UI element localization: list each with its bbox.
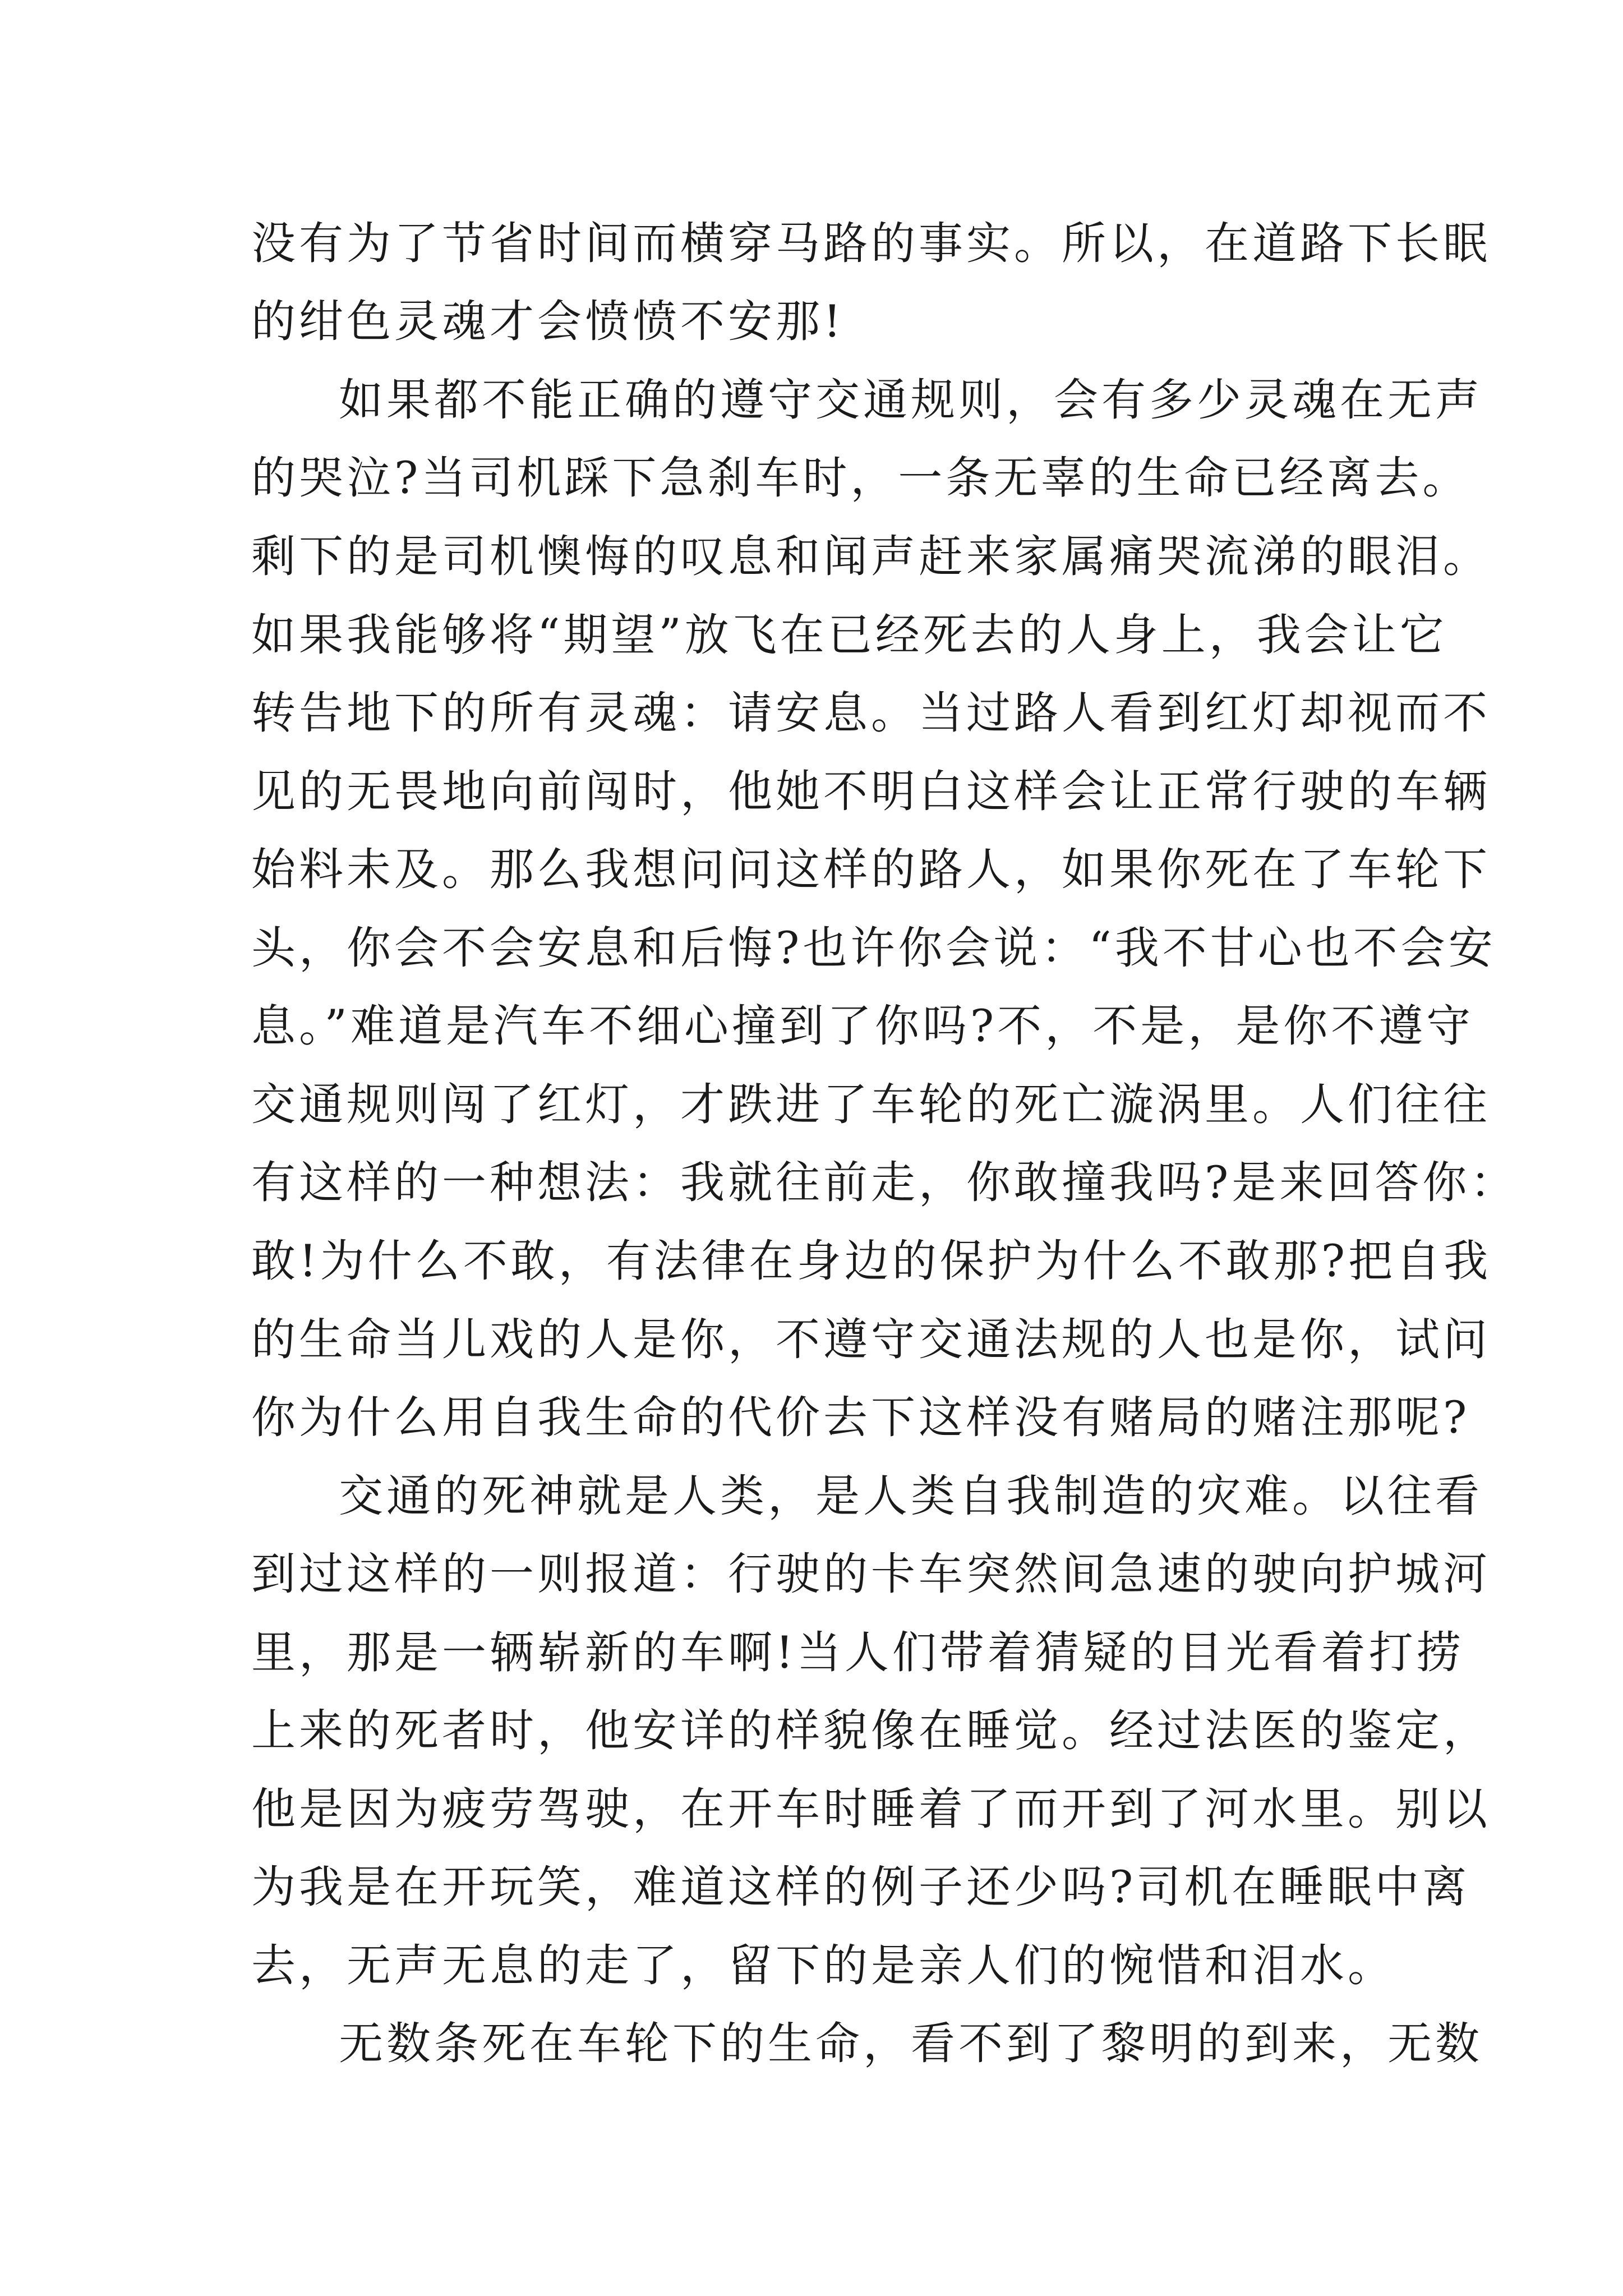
text-line: 息。”难道是汽车不细心撞到了你吗?不，不是，是你不遵守 — [251, 1000, 1474, 1052]
text-line: 如果我能够将“期望”放飞在已经死去的人身上，我会让它 — [251, 609, 1447, 661]
text-line: 他是因为疲劳驾驶，在开车时睡着了而开到了河水里。别以 — [251, 1783, 1491, 1835]
text-line: 里，那是一辆崭新的车啊!当人们带着猜疑的目光看着打捞 — [251, 1627, 1464, 1678]
text-line: 到过这样的一则报道：行驶的卡车突然间急速的驶向护城河 — [251, 1548, 1491, 1600]
text-line: 见的无畏地向前闯时，他她不明白这样会让正常行驶的车辆 — [251, 766, 1491, 817]
text-line: 剩下的是司机懊悔的叹息和闻声赶来家属痛哭流涕的眼泪。 — [251, 531, 1491, 582]
text-line: 头，你会不会安息和后悔?也许你会说：“我不甘心也不会安 — [251, 922, 1496, 974]
text-line: 的哭泣?当司机踩下急刹车时，一条无辜的生命已经离去。 — [251, 452, 1470, 504]
text-line: 敢!为什么不敢，有法律在身边的保护为什么不敢那?把自我 — [251, 1235, 1492, 1287]
text-line: 始料未及。那么我想问问这样的路人，如果你死在了车轮下 — [251, 844, 1491, 895]
text-line: 你为什么用自我生命的代价去下这样没有赌局的赌注那呢? — [251, 1392, 1470, 1443]
text-line: 为我是在开玩笑，难道这样的例子还少吗?司机在睡眠中离 — [251, 1861, 1470, 1913]
text-line: 去，无声无息的走了，留下的是亲人们的惋惜和泪水。 — [251, 1940, 1395, 1991]
text-line: 转告地下的所有灵魂：请安息。当过路人看到红灯却视而不 — [251, 687, 1491, 739]
text-line: 的绀色灵魂才会愤愤不安那! — [251, 296, 845, 347]
text-line: 有这样的一种想法：我就往前走，你敢撞我吗?是来回答你： — [251, 1157, 1518, 1208]
text-line: 交通规则闯了红灯，才跌进了车轮的死亡漩涡里。人们往往 — [251, 1079, 1491, 1130]
paragraph-start-line: 交通的死神就是人类，是人类自我制造的灾难。以往看 — [339, 1470, 1483, 1522]
paragraph-start-line: 如果都不能正确的遵守交通规则，会有多少灵魂在无声 — [339, 374, 1483, 426]
text-line: 没有为了节省时间而横穿马路的事实。所以，在道路下长眠 — [251, 218, 1491, 269]
text-line: 的生命当儿戏的人是你，不遵守交通法规的人也是你，试问 — [251, 1314, 1491, 1365]
text-line: 上来的死者时，他安详的样貌像在睡觉。经过法医的鉴定， — [251, 1705, 1491, 1756]
paragraph-start-line: 无数条死在车轮下的生命，看不到了黎明的到来，无数 — [339, 2018, 1483, 2069]
